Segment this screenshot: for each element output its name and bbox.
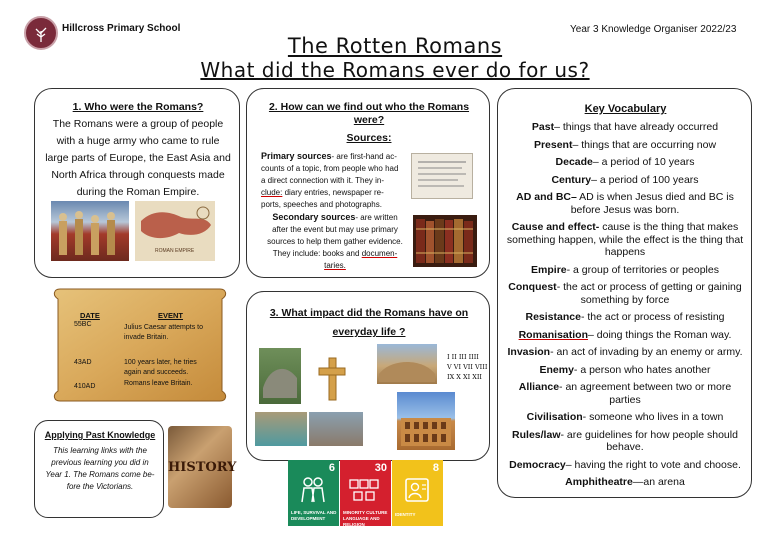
vocab-item-ad-bc: [502, 191, 748, 216]
text-segment: clude:: [261, 188, 283, 197]
vocab-item-democracy: [502, 459, 748, 472]
books-image: [413, 215, 477, 267]
vocab-item-decade: [502, 156, 748, 169]
sources-label: Sources:: [346, 132, 392, 144]
vocab-definition: —an arena: [632, 476, 685, 488]
vocab-term: Rules/law: [512, 428, 561, 441]
text-line: North Africa through conquests made: [51, 169, 225, 181]
tree-icon: [26, 18, 56, 48]
text-segment: diary entries, newspaper re-: [282, 188, 384, 197]
vocab-term: Resistance: [525, 311, 581, 323]
vocab-definition: - the act or process of getting or gaining something by force: [556, 281, 742, 306]
event-line: again and succeeds.: [124, 369, 189, 376]
map-label: ROMAN EMPIRE: [155, 248, 195, 254]
vocab-term: Conquest: [508, 281, 557, 293]
timeline-event-2: [124, 358, 197, 378]
vocab-definition: AD is when Jesus died and BC is before Jesus was born.: [570, 191, 734, 216]
roman-numerals: [447, 352, 487, 382]
vocab-definition: - a person who hates another: [573, 363, 711, 376]
vocab-term: Decade: [555, 156, 593, 168]
vocab-term: Enemy: [539, 363, 574, 376]
past-knowledge-panel: [34, 420, 164, 518]
vocab-term: Civilisation: [526, 411, 583, 423]
badge-number: 8: [432, 462, 439, 474]
vocab-item-invasion: [502, 346, 748, 359]
page-subtitle: What did the Romans ever do for us?: [200, 58, 590, 82]
text-segment: They include: books and: [272, 249, 362, 258]
text-line: This learning links with the: [53, 446, 147, 455]
badge-label-line: DEVELOPMENT: [291, 516, 326, 521]
rights-badge-8: [392, 460, 443, 526]
roman-road-image: [309, 412, 363, 446]
badge-label: [291, 510, 336, 522]
culture-icon: [348, 478, 380, 504]
vocab-definition: - someone who lives in a town: [582, 411, 724, 423]
badge-label-line: LIFE, SURVIVAL AND: [291, 510, 337, 515]
event-line: 100 years later, he tries: [124, 359, 197, 366]
numeral-row: I II III IIII: [447, 353, 479, 361]
people-icon: [298, 476, 328, 504]
vocab-term: Democracy: [509, 458, 566, 471]
badge-label-line: LANGUAGE AND RELIGION: [343, 516, 380, 527]
school-name: Hillcross Primary School: [62, 23, 181, 34]
vocab-definition: cause is the thing that makes something happen, while the effect is the thing that happens: [506, 221, 744, 258]
text-line: previous learning you did in: [51, 458, 149, 467]
text-line: with a huge army who came to rule: [56, 135, 220, 147]
cross-icon: [317, 356, 347, 402]
section-1-text: [39, 116, 237, 201]
roman-soldiers-image: [51, 201, 129, 261]
vocab-term: Past: [531, 121, 555, 133]
timeline-date-2: 43AD: [74, 359, 92, 366]
text-segment: sources to help them gather evidence.: [267, 237, 403, 246]
sources-panel: [246, 88, 490, 278]
vocab-term: AD and BC–: [516, 191, 577, 203]
page-title: The Rotten Romans: [287, 34, 503, 58]
text-segment: - are written: [355, 213, 398, 222]
heading-line: everyday life ?: [332, 326, 406, 338]
heading-line: were?: [353, 114, 385, 126]
rights-badge-30: [340, 460, 391, 526]
badge-number: 6: [328, 462, 335, 474]
vocab-term: Alliance: [518, 381, 560, 393]
text-segment: counts of a topic, from people who had: [261, 164, 399, 173]
vocab-item-civilisation: [502, 411, 748, 424]
vocab-definition: – things that have already occurred: [554, 121, 719, 133]
primary-term: Primary sources: [261, 151, 332, 161]
roman-empire-map: [135, 201, 215, 261]
vocabulary-heading: Key Vocabulary: [584, 103, 667, 115]
vocab-definition: – a period of 10 years: [592, 156, 695, 168]
heading-line: 3. What impact did the Romans have on: [269, 307, 469, 319]
text-segment: - are first-hand ac-: [331, 152, 397, 161]
heading-line: 2. How can we find out who the Romans: [268, 101, 470, 113]
vocab-item-present: [502, 139, 748, 152]
vocab-definition: – things that are occurring now: [572, 138, 717, 151]
primary-sources-text: [261, 150, 407, 211]
vocab-term: Empire: [531, 263, 567, 276]
numeral-row: V VI VII VIII: [447, 363, 488, 371]
history-scroll-image: [168, 426, 237, 508]
text-segment: ports, speeches and photographs.: [261, 200, 382, 209]
text-line: fore the Victorians.: [66, 482, 134, 491]
vocab-definition: – having the right to vote and choose.: [565, 458, 741, 471]
colosseum-image: [397, 392, 455, 450]
timeline-event-1: [124, 323, 203, 343]
section-3-heading: [247, 304, 491, 342]
vocab-term: Amphitheatre: [565, 476, 633, 488]
vocab-item-enemy: [502, 364, 748, 377]
vocab-item-rules-law: [502, 429, 748, 454]
vocabulary-list: [502, 121, 748, 489]
organiser-label: Year 3 Knowledge Organiser 2022/23: [570, 24, 737, 35]
school-logo: [24, 16, 58, 50]
aqueduct-image: [259, 348, 301, 404]
event-line: invade Britain.: [124, 334, 169, 341]
diary-document-image: [411, 153, 473, 199]
vocab-item-alliance: [502, 381, 748, 406]
rights-badge-6: [288, 460, 339, 526]
badge-number: 30: [374, 462, 387, 474]
roman-baths-image: [255, 412, 307, 446]
past-knowledge-heading: Applying Past Knowledge: [44, 430, 156, 440]
history-label: HISTORY: [168, 460, 237, 475]
vocab-item-cause-effect: [502, 221, 748, 259]
vocab-item-empire: [502, 264, 748, 277]
text-line: large parts of Europe, the East Asia and: [45, 152, 231, 164]
vocab-term: Cause and effect-: [511, 221, 600, 233]
vocab-definition: - the act or process of resisting: [580, 311, 725, 323]
past-knowledge-text: [37, 445, 163, 493]
timeline-date-1: 55BC: [74, 321, 92, 328]
text-segment: after the event but may use primary: [272, 225, 398, 234]
text-line: The Romans were a group of people: [52, 118, 224, 130]
amphitheatre-image: [377, 344, 437, 384]
badge-label-line: MINORITY CULTURE: [343, 510, 388, 515]
vocab-item-amphitheatre: [502, 476, 748, 489]
vocab-term: Invasion: [507, 346, 551, 358]
secondary-sources-text: [257, 211, 413, 272]
timeline-scroll: [52, 285, 228, 405]
text-segment: documen-: [361, 249, 398, 258]
text-segment: a direct connection with it. They in-: [261, 176, 385, 185]
vocab-item-romanisation: [502, 329, 748, 342]
vocab-item-resistance: [502, 311, 748, 324]
text-line: during the Roman Empire.: [76, 186, 200, 198]
section-2-heading: [247, 101, 491, 127]
event-header: EVENT: [158, 311, 184, 320]
vocab-definition: - an agreement between two or more parties: [559, 381, 732, 406]
vocab-definition: – a period of 100 years: [591, 173, 699, 186]
section-1-heading: 1. Who were the Romans?: [72, 101, 204, 113]
who-were-romans-panel: [34, 88, 240, 278]
key-vocabulary-panel: [497, 88, 752, 498]
badge-label: [343, 510, 391, 528]
vocab-term: Romanisation: [518, 328, 589, 341]
event-line: Julius Caesar attempts to: [124, 324, 203, 331]
secondary-term: Secondary sources: [272, 212, 356, 222]
date-header: DATE: [80, 311, 100, 320]
vocab-term: Century: [551, 173, 592, 186]
vocab-item-past: [502, 121, 748, 134]
impact-panel: [246, 291, 490, 461]
timeline-event-3: Romans leave Britain.: [124, 380, 193, 387]
numeral-row: IX X XI XII: [447, 373, 482, 381]
vocab-item-conquest: [502, 281, 748, 306]
badge-label-line: IDENTITY: [395, 512, 416, 517]
vocab-term: Present: [533, 138, 573, 151]
text-line: Year 1. The Romans come be-: [45, 470, 155, 479]
vocab-definition: – doing things the Roman way.: [588, 328, 732, 341]
vocab-item-century: [502, 174, 748, 187]
timeline-date-3: 410AD: [74, 383, 96, 390]
id-card-icon: [403, 476, 431, 504]
vocab-definition: - a group of territories or peoples: [566, 263, 719, 276]
badge-label: [395, 512, 416, 518]
vocab-definition: - an act of invading by an enemy or army.: [550, 346, 743, 358]
text-segment: taries.: [324, 261, 346, 270]
vocab-definition: - are guidelines for how people should behave.: [560, 428, 738, 453]
